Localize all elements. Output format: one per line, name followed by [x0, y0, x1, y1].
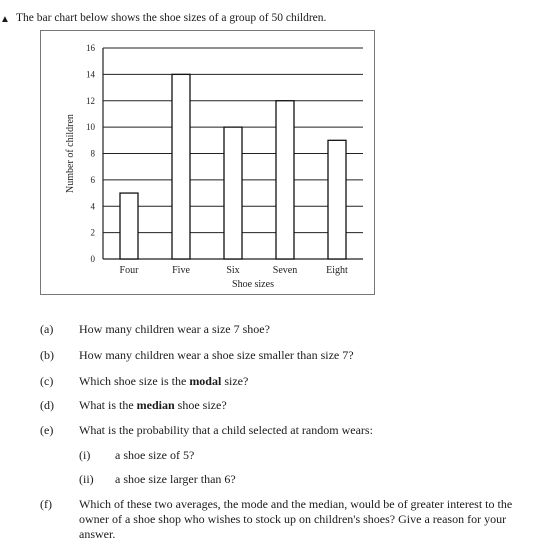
bar	[276, 101, 294, 259]
y-tick-label: 6	[90, 174, 95, 185]
y-axis-title: Number of children	[65, 114, 76, 193]
question-text: What is the median shoe size?	[79, 398, 227, 412]
x-tick-label: Five	[172, 265, 190, 276]
bar	[224, 127, 242, 259]
question-text: What is the probability that a child selected at random wears:	[79, 423, 373, 437]
question-text: How many children wear a shoe size smaller than size 7?	[79, 348, 354, 362]
question-text: Which of these two averages, the mode and the median, would be of greater interest to the owner of a shoe shop who wishes to stock up on children's shoes? Give a reason for your answer.	[79, 497, 513, 541]
question-label: (e)	[40, 423, 54, 437]
question-text: a shoe size larger than 6?	[115, 472, 236, 486]
y-tick-label: 12	[86, 95, 95, 106]
question-label: (a)	[40, 322, 54, 336]
bold-term: median	[136, 398, 175, 412]
corner-mark: ▲	[0, 14, 10, 25]
x-tick-label: Seven	[272, 265, 298, 276]
bar-chart	[41, 31, 376, 296]
question-text: How many children wear a size 7 shoe?	[79, 322, 270, 336]
question-label: (ii)	[79, 472, 94, 486]
y-tick-label: 14	[86, 69, 95, 80]
bar	[172, 74, 190, 259]
intro-text: The bar chart below shows the shoe sizes of a group of 50 children.	[16, 12, 327, 24]
y-tick-label: 4	[90, 201, 95, 212]
question-text: Which shoe size is the modal size?	[79, 374, 249, 388]
question-label: (f)	[40, 497, 52, 511]
question-label: (d)	[40, 398, 54, 412]
question-label: (b)	[40, 348, 54, 362]
y-tick-label: 10	[86, 122, 95, 133]
bold-term: modal	[189, 374, 222, 388]
question-label: (c)	[40, 374, 54, 388]
x-tick-label: Eight	[326, 265, 348, 276]
bar-chart-figure	[40, 30, 375, 295]
y-tick-label: 2	[90, 227, 95, 238]
bar	[328, 140, 346, 259]
question-label: (i)	[79, 448, 91, 462]
y-tick-label: 16	[86, 43, 95, 53]
x-tick-label: Six	[226, 265, 240, 276]
bar	[120, 193, 138, 259]
y-tick-label: 8	[90, 148, 95, 159]
x-axis-title: Shoe sizes	[232, 279, 274, 290]
y-tick-label: 0	[90, 254, 95, 264]
question-text: a shoe size of 5?	[115, 448, 195, 462]
x-tick-label: Four	[119, 265, 139, 276]
